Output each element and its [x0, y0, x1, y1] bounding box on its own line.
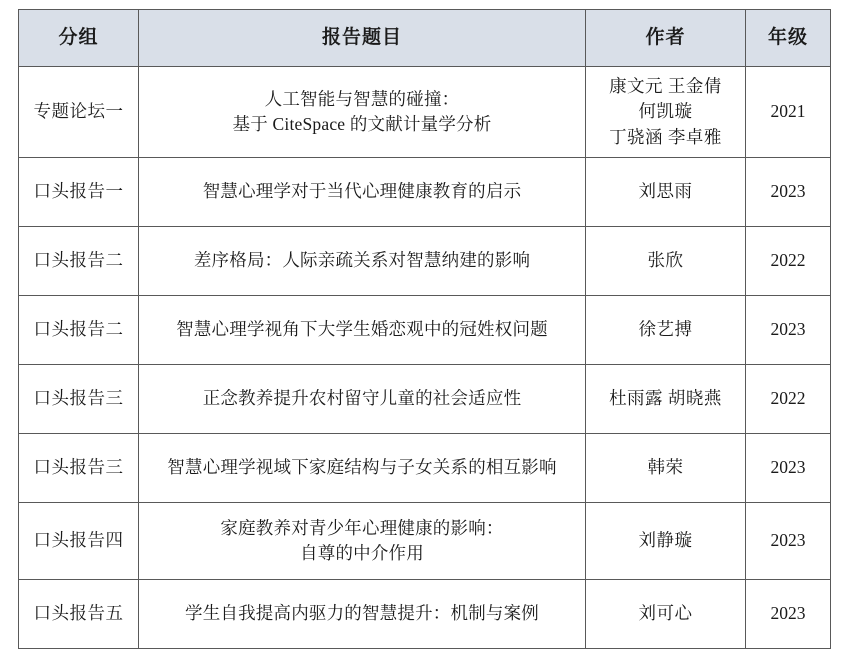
cell-grade: 2022: [746, 365, 831, 434]
table-row: [19, 503, 831, 580]
cell-grade: 2023: [746, 580, 831, 649]
title-line: 智慧心理学视角下大学生婚恋观中的冠姓权问题: [176, 319, 548, 340]
cell-group: 口头报告五: [19, 580, 139, 649]
table-row: [19, 227, 831, 296]
cell-author: [586, 158, 746, 227]
column-header-grade: 年级: [746, 10, 831, 67]
author-line: 康文元 王金倩: [609, 75, 722, 96]
cell-group: 口头报告一: [19, 158, 139, 227]
table-row: [19, 434, 831, 503]
column-header-author: 作者: [586, 10, 746, 67]
title-line: 智慧心理学对于当代心理健康教育的启示: [202, 181, 522, 202]
author-line: 何凯璇: [638, 101, 693, 122]
cell-grade: 2023: [746, 434, 831, 503]
author-line: 丁骁涵 李卓雅: [609, 126, 722, 147]
table-header: [19, 10, 831, 67]
title-line: 人工智能与智慧的碰撞：: [264, 88, 460, 109]
cell-title: [139, 296, 586, 365]
cell-group: 口头报告二: [19, 296, 139, 365]
cell-title: [139, 580, 586, 649]
cell-author: [586, 365, 746, 434]
author-line: 韩荣: [647, 457, 684, 478]
cell-title: [139, 158, 586, 227]
table-header-row: [19, 10, 831, 67]
cell-author: [586, 434, 746, 503]
title-line: 基于 CiteSpace 的文献计量学分析: [232, 114, 492, 134]
cell-group: 口头报告三: [19, 434, 139, 503]
author-line: 杜雨露 胡晓燕: [609, 388, 722, 409]
cell-title: [139, 503, 586, 580]
table-body: [19, 67, 831, 649]
title-line: 智慧心理学视域下家庭结构与子女关系的相互影响: [167, 457, 557, 478]
table-row: [19, 365, 831, 434]
author-line: 刘思雨: [638, 181, 693, 202]
cell-group: 口头报告三: [19, 365, 139, 434]
author-line: 张欣: [647, 250, 684, 271]
author-line: 徐艺搏: [638, 319, 693, 340]
cell-title: [139, 434, 586, 503]
cell-group: 专题论坛一: [19, 67, 139, 158]
cell-author: [586, 227, 746, 296]
table-row: [19, 67, 831, 158]
table-row: [19, 158, 831, 227]
cell-grade: 2021: [746, 67, 831, 158]
column-header-title: 报告题目: [139, 10, 586, 67]
author-line: 刘可心: [638, 603, 693, 624]
cell-grade: 2023: [746, 503, 831, 580]
cell-title: [139, 67, 586, 158]
author-line: 刘静璇: [638, 530, 693, 551]
cell-title: [139, 365, 586, 434]
column-header-group: 分组: [19, 10, 139, 67]
table-row: [19, 296, 831, 365]
cell-grade: 2023: [746, 158, 831, 227]
title-line: 差序格局：人际亲疏关系对智慧纳建的影响: [193, 250, 531, 271]
title-line: 正念教养提升农村留守儿童的社会适应性: [202, 388, 522, 409]
title-line: 自尊的中介作用: [300, 543, 424, 563]
cell-grade: 2022: [746, 227, 831, 296]
cell-group: 口头报告二: [19, 227, 139, 296]
cell-author: [586, 296, 746, 365]
cell-author: [586, 503, 746, 580]
title-line: 学生自我提高内驱力的智慧提升：机制与案例: [185, 603, 539, 624]
cell-group: 口头报告四: [19, 503, 139, 580]
conference-schedule-table: [18, 9, 831, 649]
cell-grade: 2023: [746, 296, 831, 365]
cell-author: [586, 580, 746, 649]
cell-title: [139, 227, 586, 296]
title-line: 家庭教养对青少年心理健康的影响：: [220, 517, 504, 538]
table-row: [19, 580, 831, 649]
cell-author: [586, 67, 746, 158]
